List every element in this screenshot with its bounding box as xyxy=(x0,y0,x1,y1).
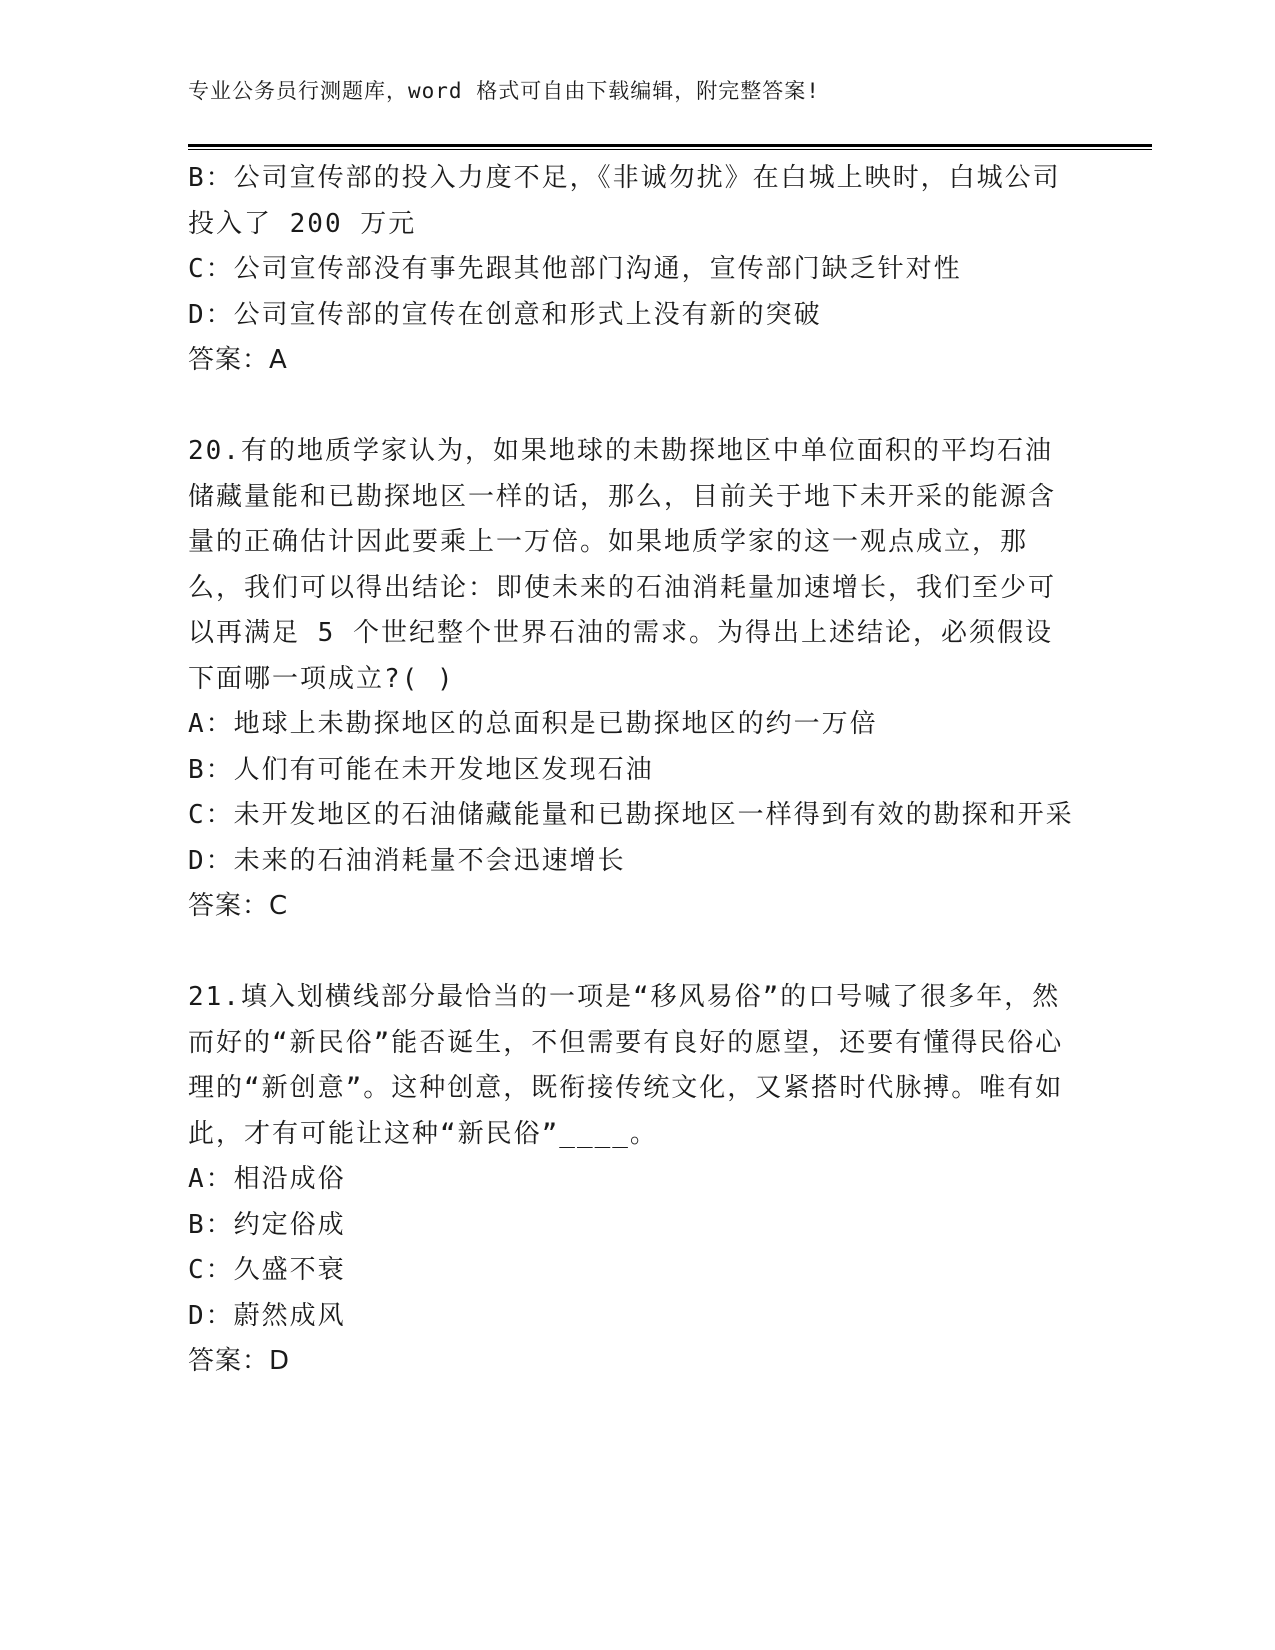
option-d: D：蔚然成风 xyxy=(188,1300,346,1331)
spacer xyxy=(188,930,1078,976)
option-a: A：地球上未勘探地区的总面积是已勘探地区的约一万倍 xyxy=(188,709,878,739)
option-c: C：公司宣传部没有事先跟其他部门沟通，宣传部门缺乏针对性 xyxy=(188,254,962,284)
question-block-21 xyxy=(188,975,1078,1385)
page-content xyxy=(188,156,1078,1385)
option-d: D：未来的石油消耗量不会迅速增长 xyxy=(188,845,626,876)
question-text: 20.有的地质学家认为，如果地球的未勘探地区中单位面积的平均石油储藏量能和已勘探地区一样的话，那么，目前关于地下未开采的能源含量的正确估计因此要乘上一万倍。如果地质学家的这一观点成立，那么，我们可以得出结论：即使未来的石油消耗量加速增长，我们至少可以再满足 5 个世纪整个世界石油的需求。为得出上述结论，必须假设下面哪一项成立?( ) xyxy=(188,436,1057,694)
option-d: D：公司宣传部的宣传在创意和形式上没有新的突破 xyxy=(188,299,822,330)
answer: 答案：C xyxy=(188,891,289,921)
answer: 答案：D xyxy=(188,1346,291,1376)
option-c: C：久盛不衰 xyxy=(188,1255,346,1285)
answer: 答案：A xyxy=(188,345,288,375)
option-b: B：人们有可能在未开发地区发现石油 xyxy=(188,754,654,785)
option-b: B：公司宣传部的投入力度不足，《非诚勿扰》在白城上映时，白城公司投入了 200 万元 xyxy=(188,163,1061,239)
option-a: A：相沿成俗 xyxy=(188,1164,346,1194)
option-b: B：约定俗成 xyxy=(188,1209,346,1240)
question-text: 21.填入划横线部分最恰当的一项是“移风易俗”的口号喊了很多年，然而好的“新民俗”能否诞生，不但需要有良好的愿望，还要有懂得民俗心理的“新创意”。这种创意，既衔接传统文化，又紧搭时代脉搏。唯有如此，才有可能让这种“新民俗”____。 xyxy=(188,982,1064,1149)
header-divider xyxy=(188,144,1152,150)
page-header: 专业公务员行测题库，word 格式可自由下载编辑，附完整答案! xyxy=(188,79,820,103)
spacer xyxy=(188,384,1078,430)
option-c: C：未开发地区的石油储藏能量和已勘探地区一样得到有效的勘探和开采 xyxy=(188,800,1074,830)
question-block-19-tail xyxy=(188,156,1078,384)
question-block-20 xyxy=(188,429,1078,930)
